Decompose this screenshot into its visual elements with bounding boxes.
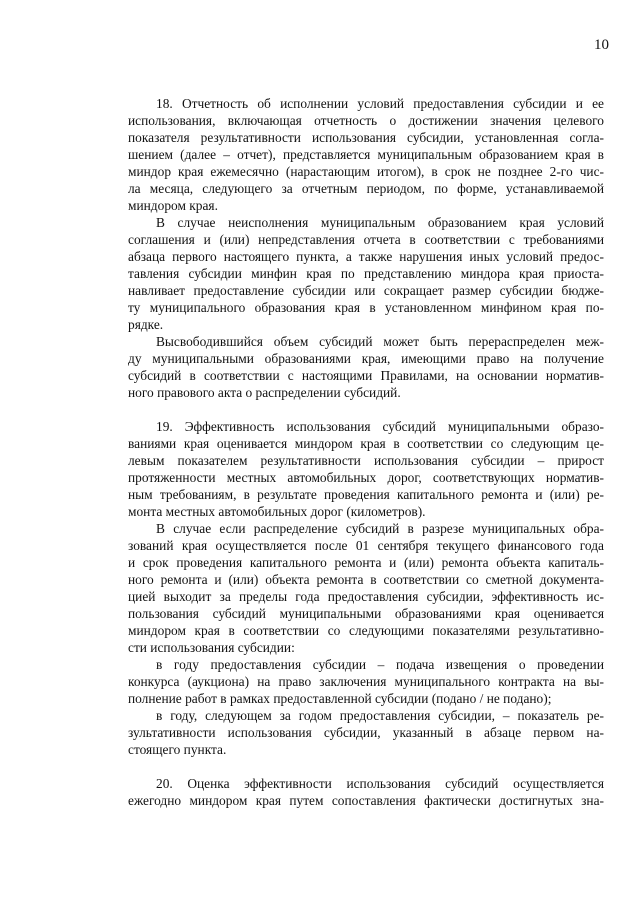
text-line: полнение работ в рамках предоставленной субсидии (подано / не подано); <box>128 691 552 706</box>
text-line: левым показателем результативности использования субсидии – прирост <box>128 453 604 468</box>
text-line: миндором края в соответствии со следующими показателями результативно- <box>128 623 604 638</box>
paragraph-gap <box>128 758 604 775</box>
text-line: и срок проведения капитального ремонта и (или) ремонта объекта капиталь- <box>128 555 604 570</box>
text-line: использования, включающая отчетность о достижении значения целевого <box>128 113 604 128</box>
paragraph-gap <box>128 401 604 418</box>
text-line: В случае если распределение субсидий в разрезе муниципальных обра- <box>156 521 604 536</box>
text-line: в году предоставления субсидии – подача извещения о проведении <box>156 657 604 672</box>
text-line: В случае неисполнения муниципальным образованием края условий <box>156 215 604 230</box>
text-line: в году, следующем за годом предоставления субсидии, – показатель ре- <box>156 708 604 723</box>
paragraph-20 <box>128 775 604 809</box>
text-line: рядке. <box>128 317 164 332</box>
text-line: 20. Оценка эффективности использования субсидий осуществляется <box>156 776 604 791</box>
paragraph-18-part-2 <box>128 214 604 333</box>
text-line: ваниями края оценивается миндором края в соответствии со следующим це- <box>128 436 604 451</box>
text-line: тавления субсидии минфин края по представлению миндора края приоста- <box>128 266 604 281</box>
paragraph-19-part-3 <box>128 656 604 707</box>
text-line: 18. Отчетность об исполнении условий предоставления субсидии и ее <box>156 96 604 111</box>
text-line: сти использования субсидии: <box>128 640 295 655</box>
text-line: цией выходит за пределы года предоставления субсидии, эффективность ис- <box>128 589 604 604</box>
text-line: конкурса (аукциона) на право заключения муниципального контракта на вы- <box>128 674 604 689</box>
text-line: стоящего пункта. <box>128 742 227 757</box>
text-line: навливает предоставление субсидии или сокращает размер субсидии бюдже- <box>128 283 604 298</box>
paragraph-19-part-2 <box>128 520 604 656</box>
text-line: миндором края. <box>128 198 218 213</box>
text-line: ным требованиям, в результате проведения капитального ремонта и (или) ре- <box>128 487 604 502</box>
text-line: абзаца первого настоящего пункта, а также нарушения иных условий предос- <box>128 249 604 264</box>
text-line: показателя результативности использования субсидии, установленная согла- <box>128 130 604 145</box>
text-line: ного правового акта о распределении субсидий. <box>128 385 401 400</box>
text-line: ла месяца, следующего за отчетным периодом, по форме, устанавливаемой <box>128 181 604 196</box>
text-line: зований края осуществляется после 01 сентября текущего финансового года <box>128 538 604 553</box>
text-line: ту муниципального образования края в установленном минфином края по- <box>128 300 604 315</box>
text-line: Высвободившийся объем субсидий может быть перераспределен меж- <box>156 334 604 349</box>
page-number: 10 <box>594 37 609 53</box>
paragraph-19-part-4 <box>128 707 604 758</box>
text-line: ного ремонта и (или) объекта ремонта в соответствии со сметной документа- <box>128 572 604 587</box>
text-line: 19. Эффективность использования субсидий муниципальными образо- <box>156 419 604 434</box>
text-line: пользования субсидий муниципальными образованиями края оценивается <box>128 606 604 621</box>
text-line: ежегодно миндором края путем сопоставления фактически достигнутых зна- <box>128 793 604 808</box>
text-line: ду муниципальными образованиями края, имеющими право на получение <box>128 351 604 366</box>
text-line: протяженности местных автомобильных дорог, соответствующих норматив- <box>128 470 604 485</box>
text-line: миндор края ежемесячно (нарастающим итогом), в срок не позднее 2-го чис- <box>128 164 604 179</box>
text-line: зультативности использования субсидии, указанный в абзаце первом на- <box>128 725 604 740</box>
paragraph-18-part-3 <box>128 333 604 401</box>
paragraph-18 <box>128 95 604 214</box>
text-line: соглашения и (или) непредставления отчета в соответствии с требованиями <box>128 232 604 247</box>
document-body <box>128 95 604 809</box>
text-line: монта местных автомобильных дорог (километров). <box>128 504 426 519</box>
text-line: субсидий в соответствии с настоящими Правилами, на основании норматив- <box>128 368 604 383</box>
paragraph-19 <box>128 418 604 520</box>
text-line: шением (далее – отчет), представляется муниципальным образованием края в <box>128 147 604 162</box>
